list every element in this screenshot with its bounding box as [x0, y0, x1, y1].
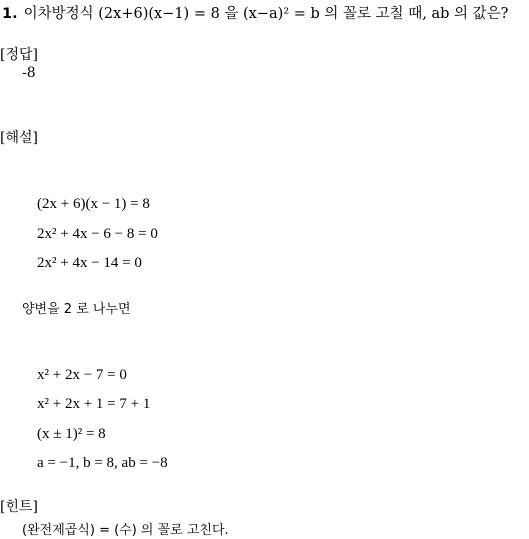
answer-label: [정답] — [0, 47, 38, 63]
explanation-step-6: (x ± 1)² = 8 — [37, 426, 106, 442]
explanation-step-4: x² + 2x − 7 = 0 — [37, 367, 127, 383]
explanation-step-3: 2x² + 4x − 14 = 0 — [37, 255, 142, 271]
hint-text: (완전제곱식) = (수) 의 꼴로 고친다. — [22, 523, 229, 538]
hint-label: [힌트] — [0, 499, 38, 515]
explanation-step-2: 2x² + 4x − 6 − 8 = 0 — [37, 226, 158, 242]
explanation-label: [해설] — [0, 130, 38, 146]
explanation-step-7: a = −1, b = 8, ab = −8 — [37, 455, 168, 471]
question-number: 1. — [2, 6, 18, 22]
explanation-middle-text: 양변을 2 로 나누면 — [22, 302, 131, 317]
explanation-step-1: (2x + 6)(x − 1) = 8 — [37, 196, 150, 212]
answer-value: -8 — [22, 65, 36, 81]
explanation-step-5: x² + 2x + 1 = 7 + 1 — [37, 396, 151, 412]
question-text: 이차방정식 (2x+6)(x−1) = 8 을 (x−a)² = b 의 꼴로 고칠 때, ab 의 값은? — [23, 6, 509, 22]
question — [2, 2, 508, 23]
